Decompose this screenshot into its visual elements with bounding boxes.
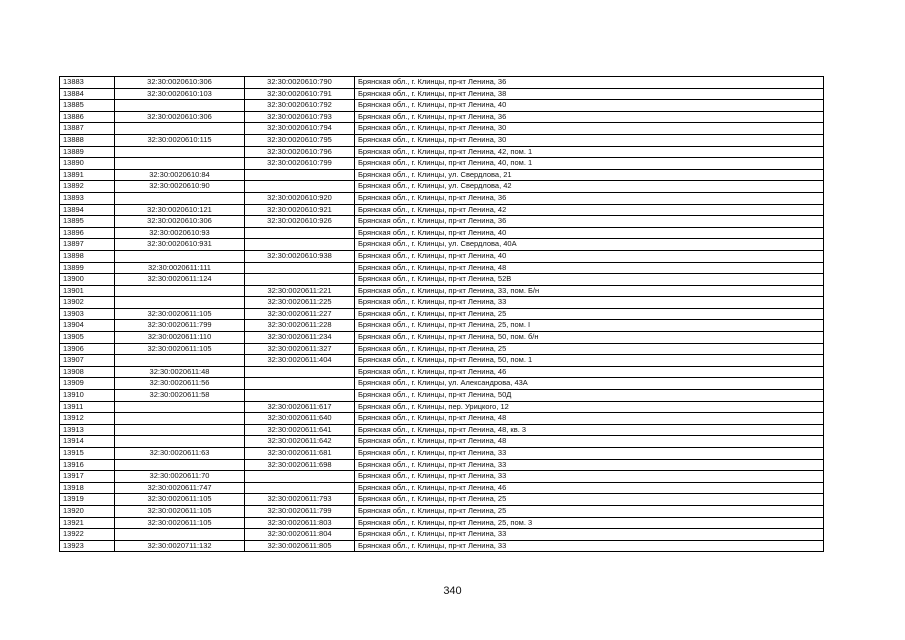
table-row [60, 540, 824, 552]
cadastral-number-cell [115, 459, 245, 471]
cadastral-number-cell [115, 158, 245, 170]
address-cell: Брянская обл., г. Клинцы, пр-кт Ленина, 40, пом. 1 [355, 158, 824, 170]
cadastral-number-cell: 32:30:0020611:111 [115, 262, 245, 274]
row-number-cell: 13918 [60, 482, 115, 494]
table-row [60, 308, 824, 320]
row-number-cell: 13920 [60, 505, 115, 517]
cadastral-number-cell: 32:30:0020610:306 [115, 111, 245, 123]
address-cell: Брянская обл., г. Клинцы, пр-кт Ленина, 52В [355, 274, 824, 286]
address-cell: Брянская обл., г. Клинцы, пр-кт Ленина, 50, пом. б/н [355, 332, 824, 344]
cadastral-number-cell: 32:30:0020611:63 [115, 448, 245, 460]
row-number-cell: 13895 [60, 216, 115, 228]
row-number-cell: 13913 [60, 424, 115, 436]
table-row [60, 378, 824, 390]
table-row [60, 216, 824, 228]
registry-sheet [59, 76, 823, 552]
cadastral-number-cell: 32:30:0020610:931 [115, 239, 245, 251]
address-cell: Брянская обл., г. Клинцы, пер. Урицкого, 12 [355, 401, 824, 413]
related-cadastral-number-cell: 32:30:0020610:796 [245, 146, 355, 158]
cadastral-number-cell [115, 285, 245, 297]
cadastral-number-cell: 32:30:0020611:124 [115, 274, 245, 286]
table-row [60, 401, 824, 413]
row-number-cell: 13912 [60, 413, 115, 425]
related-cadastral-number-cell: 32:30:0020611:617 [245, 401, 355, 413]
row-number-cell: 13892 [60, 181, 115, 193]
table-row [60, 204, 824, 216]
table-row [60, 274, 824, 286]
row-number-cell: 13885 [60, 100, 115, 112]
row-number-cell: 13890 [60, 158, 115, 170]
address-cell: Брянская обл., г. Клинцы, пр-кт Ленина, 33, пом. Б/н [355, 285, 824, 297]
cadastral-number-cell: 32:30:0020611:70 [115, 471, 245, 483]
related-cadastral-number-cell [245, 227, 355, 239]
table-row [60, 448, 824, 460]
related-cadastral-number-cell: 32:30:0020610:791 [245, 88, 355, 100]
related-cadastral-number-cell [245, 262, 355, 274]
table-row [60, 459, 824, 471]
table-row [60, 227, 824, 239]
cadastral-number-cell: 32:30:0020611:105 [115, 505, 245, 517]
related-cadastral-number-cell: 32:30:0020610:793 [245, 111, 355, 123]
row-number-cell: 13910 [60, 390, 115, 402]
row-number-cell: 13908 [60, 366, 115, 378]
cadastral-number-cell [115, 146, 245, 158]
address-cell: Брянская обл., г. Клинцы, пр-кт Ленина, 25 [355, 343, 824, 355]
cadastral-number-cell: 32:30:0020611:48 [115, 366, 245, 378]
cadastral-number-cell: 32:30:0020611:58 [115, 390, 245, 402]
row-number-cell: 13893 [60, 192, 115, 204]
address-cell: Брянская обл., г. Клинцы, пр-кт Ленина, 50Д [355, 390, 824, 402]
row-number-cell: 13902 [60, 297, 115, 309]
table-row [60, 285, 824, 297]
table-row [60, 413, 824, 425]
table-row [60, 517, 824, 529]
table-row [60, 239, 824, 251]
related-cadastral-number-cell: 32:30:0020610:795 [245, 134, 355, 146]
table-row [60, 482, 824, 494]
address-cell: Брянская обл., г. Клинцы, пр-кт Ленина, 33 [355, 297, 824, 309]
row-number-cell: 13911 [60, 401, 115, 413]
table-row [60, 390, 824, 402]
row-number-cell: 13904 [60, 320, 115, 332]
address-cell: Брянская обл., г. Клинцы, пр-кт Ленина, 46 [355, 366, 824, 378]
address-cell: Брянская обл., г. Клинцы, пр-кт Ленина, 25 [355, 494, 824, 506]
related-cadastral-number-cell: 32:30:0020610:790 [245, 77, 355, 89]
table-row [60, 250, 824, 262]
related-cadastral-number-cell [245, 169, 355, 181]
cadastral-number-cell: 32:30:0020711:132 [115, 540, 245, 552]
address-cell: Брянская обл., г. Клинцы, пр-кт Ленина, 48 [355, 413, 824, 425]
related-cadastral-number-cell [245, 471, 355, 483]
cadastral-number-cell [115, 100, 245, 112]
address-cell: Брянская обл., г. Клинцы, пр-кт Ленина, 33 [355, 471, 824, 483]
row-number-cell: 13907 [60, 355, 115, 367]
address-cell: Брянская обл., г. Клинцы, ул. Свердлова, 42 [355, 181, 824, 193]
table-row [60, 366, 824, 378]
address-cell: Брянская обл., г. Клинцы, пр-кт Ленина, 36 [355, 216, 824, 228]
row-number-cell: 13915 [60, 448, 115, 460]
address-cell: Брянская обл., г. Клинцы, пр-кт Ленина, 38 [355, 88, 824, 100]
row-number-cell: 13903 [60, 308, 115, 320]
cadastral-number-cell: 32:30:0020610:115 [115, 134, 245, 146]
related-cadastral-number-cell: 32:30:0020610:799 [245, 158, 355, 170]
row-number-cell: 13923 [60, 540, 115, 552]
related-cadastral-number-cell: 32:30:0020611:681 [245, 448, 355, 460]
row-number-cell: 13914 [60, 436, 115, 448]
table-row [60, 343, 824, 355]
address-cell: Брянская обл., г. Клинцы, пр-кт Ленина, 25 [355, 505, 824, 517]
table-row [60, 181, 824, 193]
address-cell: Брянская обл., г. Клинцы, пр-кт Ленина, 36 [355, 111, 824, 123]
table-row [60, 134, 824, 146]
related-cadastral-number-cell [245, 366, 355, 378]
row-number-cell: 13884 [60, 88, 115, 100]
address-cell: Брянская обл., г. Клинцы, пр-кт Ленина, 46 [355, 482, 824, 494]
row-number-cell: 13898 [60, 250, 115, 262]
table-row [60, 529, 824, 541]
cadastral-number-cell: 32:30:0020611:747 [115, 482, 245, 494]
cadastral-number-cell: 32:30:0020611:105 [115, 517, 245, 529]
related-cadastral-number-cell: 32:30:0020610:920 [245, 192, 355, 204]
cadastral-number-cell: 32:30:0020610:84 [115, 169, 245, 181]
row-number-cell: 13922 [60, 529, 115, 541]
related-cadastral-number-cell: 32:30:0020611:227 [245, 308, 355, 320]
cadastral-registry-table [59, 76, 824, 552]
registry-table-body [60, 77, 824, 552]
row-number-cell: 13886 [60, 111, 115, 123]
table-row [60, 320, 824, 332]
table-row [60, 494, 824, 506]
address-cell: Брянская обл., г. Клинцы, пр-кт Ленина, 48 [355, 262, 824, 274]
address-cell: Брянская обл., г. Клинцы, пр-кт Ленина, 40 [355, 100, 824, 112]
row-number-cell: 13906 [60, 343, 115, 355]
related-cadastral-number-cell: 32:30:0020610:794 [245, 123, 355, 135]
related-cadastral-number-cell [245, 181, 355, 193]
cadastral-number-cell [115, 250, 245, 262]
cadastral-number-cell [115, 192, 245, 204]
table-row [60, 158, 824, 170]
row-number-cell: 13891 [60, 169, 115, 181]
table-row [60, 88, 824, 100]
row-number-cell: 13919 [60, 494, 115, 506]
table-row [60, 297, 824, 309]
related-cadastral-number-cell [245, 274, 355, 286]
cadastral-number-cell: 32:30:0020611:105 [115, 308, 245, 320]
address-cell: Брянская обл., г. Клинцы, пр-кт Ленина, 48, кв. 3 [355, 424, 824, 436]
row-number-cell: 13888 [60, 134, 115, 146]
table-row [60, 355, 824, 367]
related-cadastral-number-cell: 32:30:0020611:793 [245, 494, 355, 506]
address-cell: Брянская обл., г. Клинцы, пр-кт Ленина, 33 [355, 459, 824, 471]
table-row [60, 100, 824, 112]
related-cadastral-number-cell: 32:30:0020611:805 [245, 540, 355, 552]
cadastral-number-cell: 32:30:0020610:306 [115, 216, 245, 228]
cadastral-number-cell: 32:30:0020610:121 [115, 204, 245, 216]
address-cell: Брянская обл., г. Клинцы, пр-кт Ленина, 50, пом. 1 [355, 355, 824, 367]
related-cadastral-number-cell: 32:30:0020610:792 [245, 100, 355, 112]
table-row [60, 424, 824, 436]
related-cadastral-number-cell: 32:30:0020611:642 [245, 436, 355, 448]
cadastral-number-cell [115, 297, 245, 309]
cadastral-number-cell: 32:30:0020611:105 [115, 343, 245, 355]
cadastral-number-cell [115, 355, 245, 367]
related-cadastral-number-cell [245, 390, 355, 402]
cadastral-number-cell: 32:30:0020610:93 [115, 227, 245, 239]
related-cadastral-number-cell: 32:30:0020611:804 [245, 529, 355, 541]
address-cell: Брянская обл., г. Клинцы, пр-кт Ленина, 40 [355, 227, 824, 239]
cadastral-number-cell: 32:30:0020610:103 [115, 88, 245, 100]
address-cell: Брянская обл., г. Клинцы, ул. Свердлова, 40А [355, 239, 824, 251]
cadastral-number-cell [115, 401, 245, 413]
cadastral-number-cell [115, 413, 245, 425]
related-cadastral-number-cell: 32:30:0020611:698 [245, 459, 355, 471]
address-cell: Брянская обл., г. Клинцы, пр-кт Ленина, 30 [355, 134, 824, 146]
row-number-cell: 13894 [60, 204, 115, 216]
address-cell: Брянская обл., г. Клинцы, пр-кт Ленина, 42, пом. 1 [355, 146, 824, 158]
address-cell: Брянская обл., г. Клинцы, пр-кт Ленина, 25, пом. I [355, 320, 824, 332]
cadastral-number-cell: 32:30:0020611:799 [115, 320, 245, 332]
address-cell: Брянская обл., г. Клинцы, пр-кт Ленина, 36 [355, 192, 824, 204]
related-cadastral-number-cell: 32:30:0020611:228 [245, 320, 355, 332]
row-number-cell: 13905 [60, 332, 115, 344]
row-number-cell: 13900 [60, 274, 115, 286]
row-number-cell: 13887 [60, 123, 115, 135]
row-number-cell: 13917 [60, 471, 115, 483]
table-row [60, 111, 824, 123]
row-number-cell: 13896 [60, 227, 115, 239]
related-cadastral-number-cell: 32:30:0020610:926 [245, 216, 355, 228]
address-cell: Брянская обл., г. Клинцы, пр-кт Ленина, 25, пом. 3 [355, 517, 824, 529]
table-row [60, 192, 824, 204]
row-number-cell: 13901 [60, 285, 115, 297]
row-number-cell: 13899 [60, 262, 115, 274]
cadastral-number-cell [115, 529, 245, 541]
related-cadastral-number-cell: 32:30:0020611:221 [245, 285, 355, 297]
related-cadastral-number-cell [245, 239, 355, 251]
table-row [60, 169, 824, 181]
related-cadastral-number-cell: 32:30:0020611:327 [245, 343, 355, 355]
address-cell: Брянская обл., г. Клинцы, пр-кт Ленина, 33 [355, 448, 824, 460]
related-cadastral-number-cell: 32:30:0020610:921 [245, 204, 355, 216]
address-cell: Брянская обл., г. Клинцы, пр-кт Ленина, 42 [355, 204, 824, 216]
related-cadastral-number-cell: 32:30:0020611:404 [245, 355, 355, 367]
cadastral-number-cell: 32:30:0020611:105 [115, 494, 245, 506]
table-row [60, 123, 824, 135]
row-number-cell: 13883 [60, 77, 115, 89]
address-cell: Брянская обл., г. Клинцы, ул. Свердлова, 21 [355, 169, 824, 181]
cadastral-number-cell [115, 123, 245, 135]
table-row [60, 436, 824, 448]
related-cadastral-number-cell: 32:30:0020610:938 [245, 250, 355, 262]
table-row [60, 505, 824, 517]
cadastral-number-cell [115, 424, 245, 436]
related-cadastral-number-cell [245, 378, 355, 390]
related-cadastral-number-cell: 32:30:0020611:225 [245, 297, 355, 309]
cadastral-number-cell: 32:30:0020611:110 [115, 332, 245, 344]
cadastral-number-cell: 32:30:0020610:90 [115, 181, 245, 193]
row-number-cell: 13889 [60, 146, 115, 158]
row-number-cell: 13897 [60, 239, 115, 251]
cadastral-number-cell: 32:30:0020610:306 [115, 77, 245, 89]
row-number-cell: 13916 [60, 459, 115, 471]
address-cell: Брянская обл., г. Клинцы, пр-кт Ленина, 30 [355, 123, 824, 135]
page-number: 340 [443, 585, 462, 597]
cadastral-number-cell [115, 436, 245, 448]
table-row [60, 262, 824, 274]
related-cadastral-number-cell: 32:30:0020611:799 [245, 505, 355, 517]
address-cell: Брянская обл., г. Клинцы, пр-кт Ленина, 25 [355, 308, 824, 320]
table-row [60, 77, 824, 89]
row-number-cell: 13921 [60, 517, 115, 529]
related-cadastral-number-cell: 32:30:0020611:234 [245, 332, 355, 344]
address-cell: Брянская обл., г. Клинцы, пр-кт Ленина, 48 [355, 436, 824, 448]
address-cell: Брянская обл., г. Клинцы, ул. Александрова, 43А [355, 378, 824, 390]
table-row [60, 471, 824, 483]
cadastral-number-cell: 32:30:0020611:56 [115, 378, 245, 390]
address-cell: Брянская обл., г. Клинцы, пр-кт Ленина, 33 [355, 529, 824, 541]
address-cell: Брянская обл., г. Клинцы, пр-кт Ленина, 33 [355, 540, 824, 552]
address-cell: Брянская обл., г. Клинцы, пр-кт Ленина, 40 [355, 250, 824, 262]
related-cadastral-number-cell: 32:30:0020611:641 [245, 424, 355, 436]
address-cell: Брянская обл., г. Клинцы, пр-кт Ленина, 36 [355, 77, 824, 89]
related-cadastral-number-cell: 32:30:0020611:640 [245, 413, 355, 425]
table-row [60, 332, 824, 344]
related-cadastral-number-cell [245, 482, 355, 494]
related-cadastral-number-cell: 32:30:0020611:803 [245, 517, 355, 529]
table-row [60, 146, 824, 158]
row-number-cell: 13909 [60, 378, 115, 390]
